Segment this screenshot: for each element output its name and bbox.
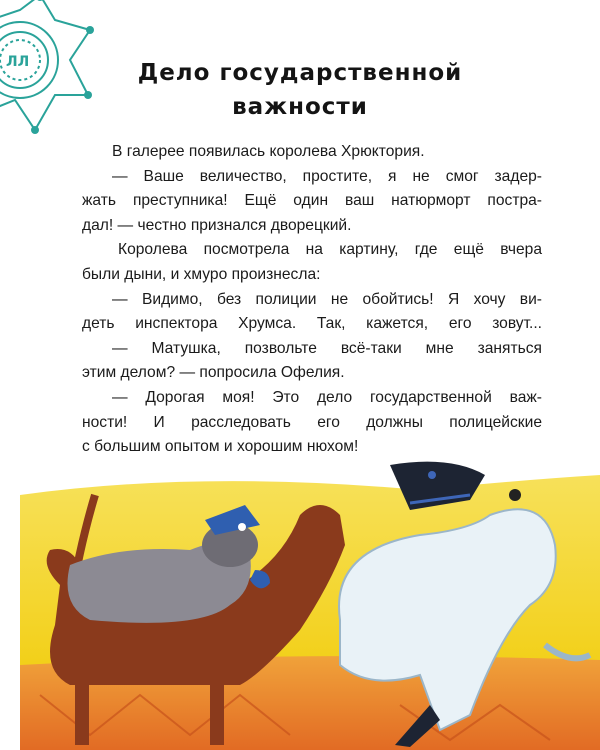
story-line: деть инспектора Хрумса. Так, кажется, его зовут... — [82, 315, 542, 333]
story-text — [82, 140, 542, 460]
story-line: — Дорогая моя! Это дело государственной важ- — [112, 388, 542, 406]
police-dogs-illustration — [0, 455, 600, 750]
story-line: были дыни, и хмуро произнесла: — [82, 265, 321, 283]
svg-text:ЛЛ: ЛЛ — [6, 54, 30, 70]
story-line: дал! — честно признался дворецкий. — [82, 216, 352, 234]
story-line: — Матушка, позвольте всё-таки мне заняться — [112, 339, 542, 357]
story-line: — Видимо, без полиции не обойтись! Я хочу ви- — [112, 290, 542, 308]
story-line: — Ваше величество, простите, я не смог задер- — [112, 167, 542, 185]
chapter-title-line-2: важности — [232, 94, 368, 120]
story-line: этим делом? — попросила Офелия. — [82, 364, 345, 382]
story-line: жать преступника! Ещё один ваш натюрморт постра- — [82, 192, 542, 210]
story-line: Королева посмотрела на картину, где ещё вчера — [118, 241, 542, 259]
story-line: ности! И расследовать его должны полицейские — [82, 413, 542, 431]
story-line: В галерее появилась королева Хрюктория. — [112, 143, 425, 160]
chapter-title-line-1: Дело государственной — [137, 60, 463, 86]
story-line: с большим опытом и хорошим нюхом! — [82, 438, 359, 456]
